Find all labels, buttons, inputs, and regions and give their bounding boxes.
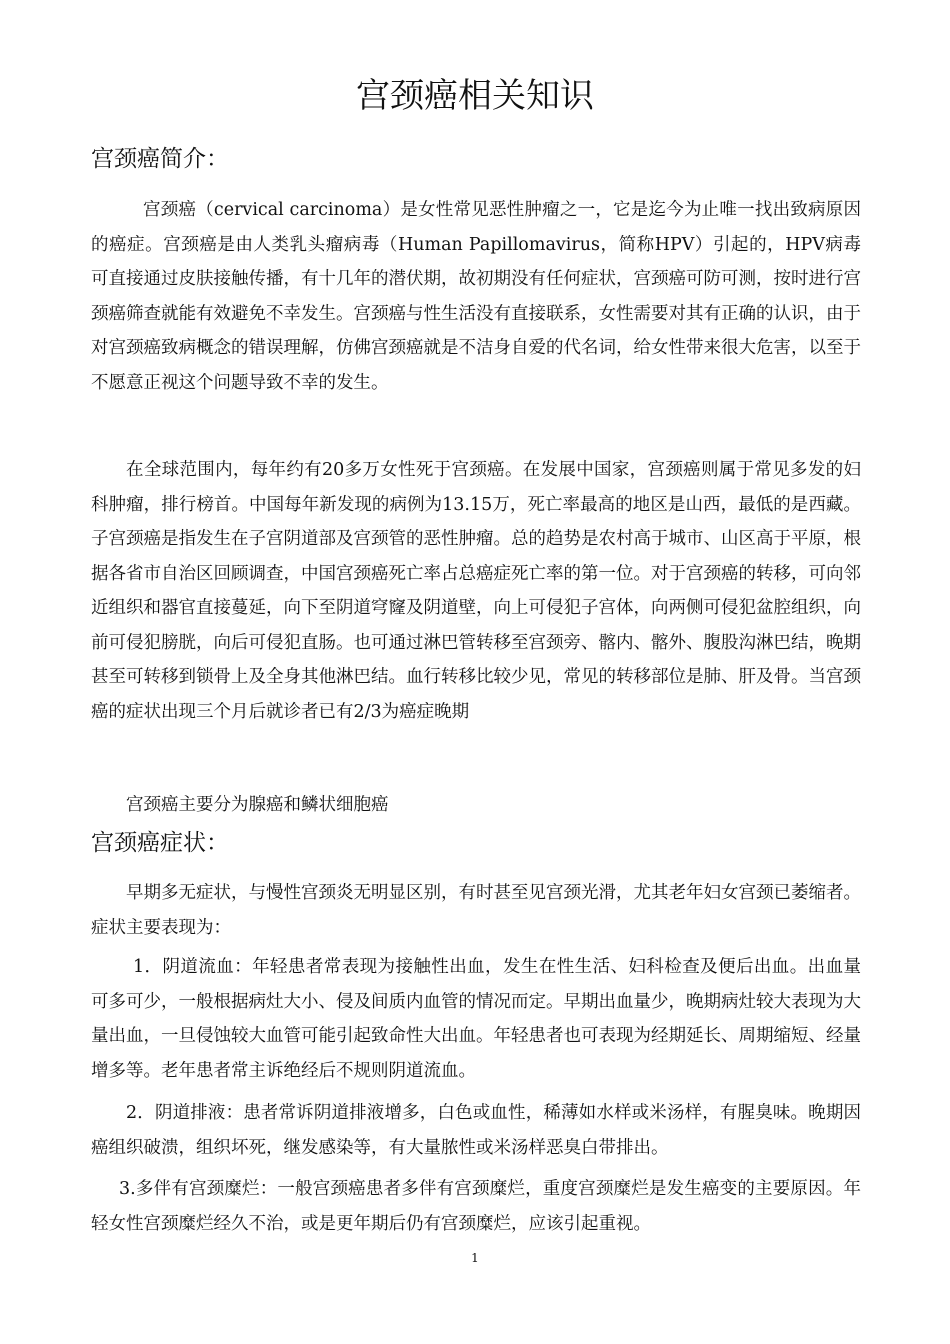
paragraph-types: 宫颈癌主要分为腺癌和鳞状细胞癌 (126, 795, 389, 815)
paragraph-symptom-discharge: 2．阴道排液：患者常诉阴道排液增多，白色或血性，稀薄如水样或米汤样，有腥臭味。晚期因癌组织破溃，组织坏死，继发感染等，有大量脓性或米汤样恶臭白带排出。 (91, 1103, 861, 1158)
paragraph-symptom-erosion: 3.多伴有宫颈糜烂：一般宫颈癌患者多伴有宫颈糜烂，重度宫颈糜烂是发生癌变的主要原因。年轻女性宫颈糜烂经久不治，或是更年期后仍有宫颈糜烂，应该引起重视。 (91, 1179, 861, 1234)
paragraph-symptom-bleeding: 1．阴道流血：年轻患者常表现为接触性出血，发生在性生活、妇科检查及便后出血。出血量可多可少，一般根据病灶大小、侵及间质内血管的情况而定。早期出血量少，晚期病灶较大表现为大量出血，一旦侵蚀较大血管可能引起致命性大出血。年轻患者也可表现为经期延长、周期缩短、经量增多等。老年患者常主诉绝经后不规则阴道流血。 (91, 957, 861, 1081)
paragraph-introduction: 宫颈癌（cervical carcinoma）是女性常见恶性肿瘤之一，它是迄今为止唯一找出致病原因的癌症。宫颈癌是由人类乳头瘤病毒（Human Papillomavirus，简称HPV）引起的，HPV病毒可直接通过皮肤接触传播，有十几年的潜伏期，故初期没有任何症状，宫颈癌可防可测，按时进行宫颈癌筛查就能有效避免不幸发生。宫颈癌与性生活没有直接联系，女性需要对其有正确的认识，由于对宫颈癌致病概念的错误理解，仿佛宫颈癌就是不洁身自爱的代名词，给女性带来很大危害，以至于不愿意正视这个问题导致不幸的发生。 (91, 200, 861, 393)
paragraph-symptoms-intro: 早期多无症状，与慢性宫颈炎无明显区别，有时甚至见宫颈光滑，尤其老年妇女宫颈已萎缩者。症状主要表现为： (91, 883, 861, 938)
page-title: 宫颈癌相关知识 (356, 76, 594, 116)
paragraph-epidemiology: 在全球范围内，每年约有20多万女性死于宫颈癌。在发展中国家，宫颈癌则属于常见多发的妇科肿瘤，排行榜首。中国每年新发现的病例为13.15万，死亡率最高的地区是山西，最低的是西藏。子宫颈癌是指发生在子宫阴道部及宫颈管的恶性肿瘤。总的趋势是农村高于城市、山区高于平原，根据各省市自治区回顾调查，中国宫颈癌死亡率占总癌症死亡率的第一位。对于宫颈癌的转移，可向邻近组织和器官直接蔓延，向下至阴道穹窿及阴道壁，向上可侵犯子宫体，向两侧可侵犯盆腔组织，向前可侵犯膀胱，向后可侵犯直肠。也可通过淋巴管转移至宫颈旁、髂内、髂外、腹股沟淋巴结，晚期甚至可转移到锁骨上及全身其他淋巴结。血行转移比较少见，常见的转移部位是肺、肝及骨。当宫颈癌的症状出现三个月后就诊者已有2/3为癌症晚期 (91, 460, 861, 722)
section-heading-introduction: 宫颈癌简介： (91, 146, 229, 172)
page-number: 1 (471, 1251, 479, 1265)
section-heading-symptoms: 宫颈癌症状： (91, 830, 229, 856)
